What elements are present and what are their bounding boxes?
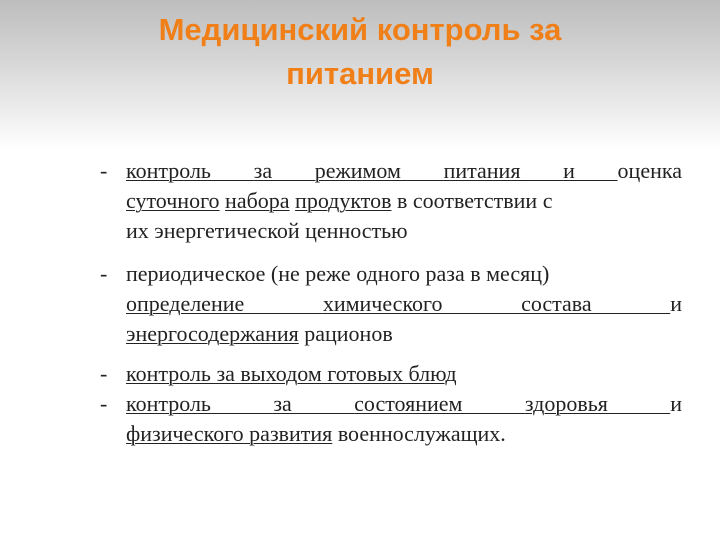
- bullet-line: [126, 289, 682, 319]
- title-line-1: Медицинский контроль за: [158, 12, 562, 47]
- bullet-marker: -: [100, 158, 108, 183]
- slide-title: [0, 8, 720, 96]
- bullet-line: [126, 359, 682, 389]
- underlined-text: за: [253, 158, 315, 183]
- bullet-line: [126, 186, 682, 216]
- underlined-text: и: [563, 158, 618, 183]
- underlined-text: контроль за выходом готовых блюд: [126, 361, 457, 386]
- bullet-item-health-control: [100, 389, 682, 449]
- bullet-text: рационов: [298, 321, 393, 346]
- bullet-list: [100, 156, 682, 449]
- underlined-text: определение: [126, 291, 323, 316]
- bullet-text: военнослужащих.: [332, 421, 506, 446]
- bullet-text: оценка: [617, 158, 682, 183]
- underlined-text: состава: [521, 291, 671, 316]
- bullet-line: их энергетической ценностью: [126, 218, 408, 243]
- underlined-text: физического развития: [126, 421, 333, 446]
- underlined-text: питания: [443, 158, 564, 183]
- bullet-line: [126, 156, 682, 186]
- bullet-item-diet-control: [100, 156, 682, 246]
- bullet-text: в соответствии с: [391, 188, 553, 213]
- underlined-text: продуктов: [295, 188, 392, 213]
- underlined-text: режимом: [314, 158, 444, 183]
- underlined-text: состоянием: [354, 391, 525, 416]
- underlined-text: контроль: [126, 391, 274, 416]
- underlined-text: суточного: [126, 188, 220, 213]
- underlined-text: за: [273, 391, 355, 416]
- underlined-text: контроль: [126, 158, 254, 183]
- bullet-marker: -: [100, 391, 108, 416]
- bullet-line: периодическое (не реже одного раза в месяц): [126, 261, 550, 286]
- underlined-text: энергосодержания: [126, 321, 299, 346]
- bullet-item-periodic-analysis: [100, 259, 682, 349]
- bullet-text: и: [670, 291, 682, 316]
- title-line-2: питанием: [286, 56, 434, 91]
- bullet-marker: -: [100, 261, 108, 286]
- underlined-text: здоровья: [524, 391, 671, 416]
- bullet-line: [126, 389, 682, 419]
- underlined-text: химического: [322, 291, 522, 316]
- bullet-line: [126, 319, 682, 349]
- bullet-marker: -: [100, 361, 108, 386]
- bullet-line: [126, 419, 682, 449]
- underlined-text: набора: [225, 188, 290, 213]
- bullet-item-dish-control: [100, 359, 682, 389]
- bullet-text: и: [670, 391, 682, 416]
